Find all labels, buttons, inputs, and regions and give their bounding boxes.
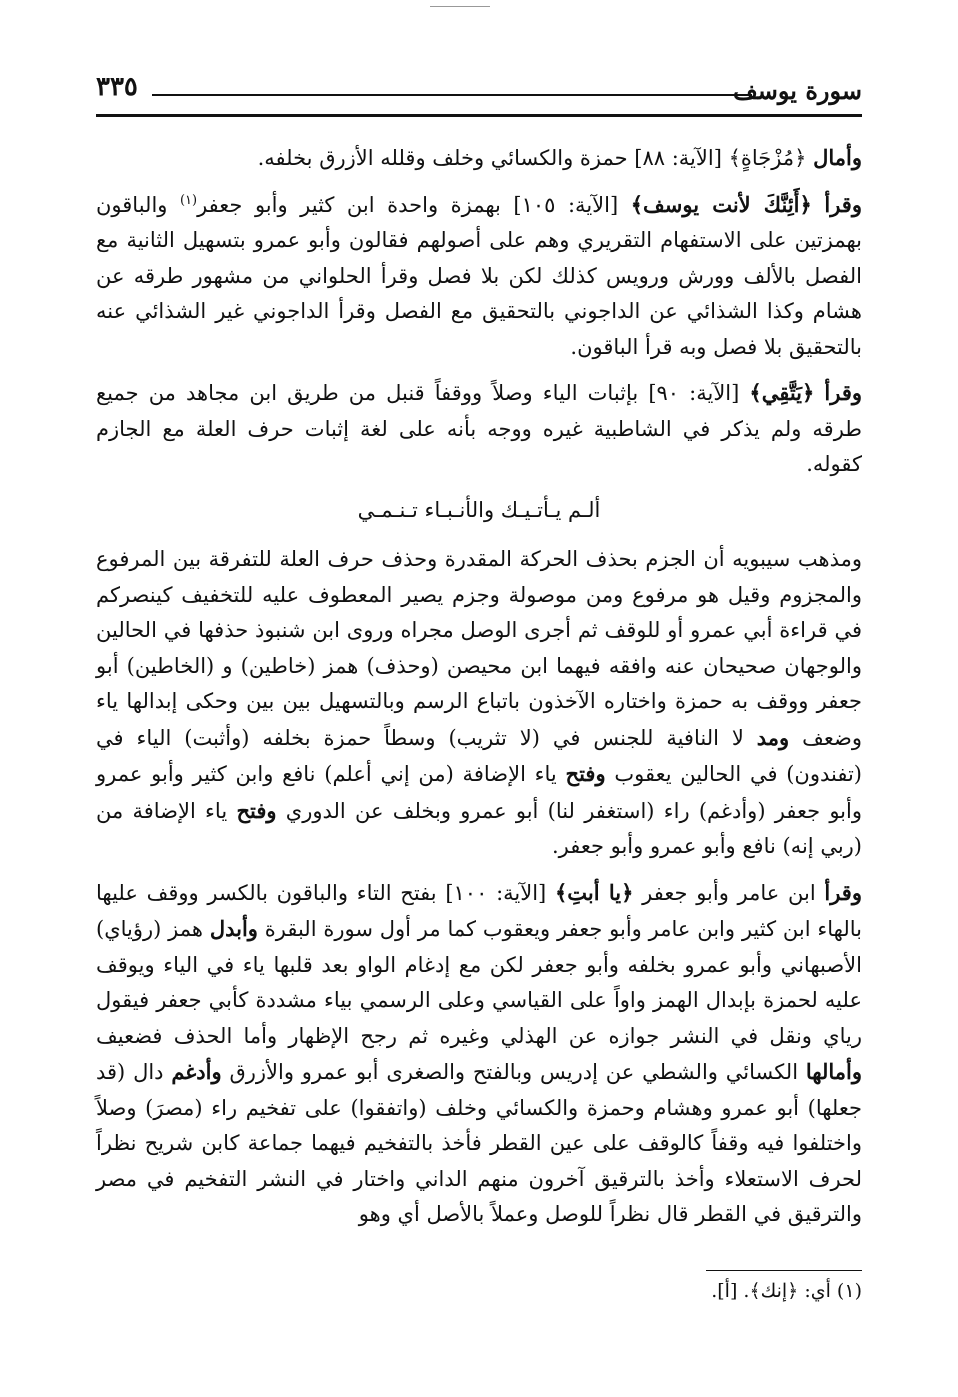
paragraph-text: [الآية: ١٠٠] بفتح التاء والباقون بالكسر ووقف عليها بالهاء ابن كثير وابن عامر وأبو جعفر ويعقوب كما مر أول سورة البقرة: [96, 880, 862, 941]
keyword: وقرأ: [824, 191, 862, 217]
paragraph-4: [96, 542, 862, 865]
keyword: وفتح: [236, 797, 277, 823]
page-header: [96, 66, 862, 114]
footnote-divider: [706, 1270, 862, 1271]
quran-quote: ﴿أَئِنَّكَ لأنت يوسف﴾: [630, 191, 812, 217]
top-edge-mark: [430, 6, 490, 7]
keyword: وأمال: [813, 145, 862, 170]
paragraph-text: ومذهب سيبويه أن الجزم بحذف الحركة المقدرة وحذف حرف العلة للتفرقة بين المرفوع والمجزوم وقيل هو مرفوع ومن موصولة وجزم يصير المعطوف عليه للتخفيف كينصركم في قراءة أبي عمرو أو للوقف ثم أجرى الوصل مجراه وروى ابن شنبوذ حذفها في الحالين والوجهان صحيحان عنه وافقه فيهما ابن محيصن (وحذف) همز (خاطين) و (الخاطين) أبو جعفر ووقف به حمزة واختاره الآخذون باتباع الرسم وبالتسهيل بين بين وحكى إبدالها ياء وضعف: [96, 547, 862, 750]
poetry-verse: ألـم يـأتـيـك والأنـبـاء تـنـمـي: [357, 497, 601, 522]
keyword: وقرأ: [824, 879, 862, 905]
quran-quote: ﴿يَتَّقِي﴾: [749, 380, 815, 405]
quran-quote: ﴿يا أبتِ﴾: [554, 879, 634, 905]
keyword: ومد: [756, 724, 790, 750]
footnote: (١) أي: ﴿إنك﴾. [أ].: [711, 1280, 862, 1302]
keyword: وفتح: [565, 761, 606, 786]
paragraph-text: ابن عامر وأبو جعفر: [642, 880, 816, 905]
paragraph-text: ياء الإضافة (من إني أعلم) نافع وابن كثير وأبو عمرو وأبو جعفر (وأدغم) راء (استغفر لنا) أبو عمرو وبخلف عن الدوري: [96, 762, 862, 823]
paragraph-text: ﴿مُزْجَاةٍ﴾ [الآية: ٨٨] حمزة والكسائي وخلف وقلله الأزرق بخلفه.: [257, 146, 807, 170]
surah-title: سورة يوسف: [732, 76, 862, 105]
keyword: وأدغم: [171, 1059, 222, 1084]
paragraph-text: والباقون بهمزتين على الاستفهام التقريري وهم على أصولهم فقالون وأبو عمرو بتسهيل الثانية مع الفصل بالألف وورش ورويس كذلك لكن بلا فصل وقرأ الحلواني من مشهور طرقه عن هشام وكذا الشذائي عن الداجوني بالتحقيق مع الفصل وقرأ الداجوني غير الشذائي عنه بالتحقيق بلا فصل وبه قرأ الباقون.: [96, 192, 862, 359]
paragraph-text: ياء الإضافة من (ربي إنه) نافع وأبو عمرو وأبو جعفر.: [96, 798, 862, 858]
keyword: وقرأ: [824, 380, 863, 405]
paragraph-5: [96, 875, 862, 1233]
paragraph-3: [96, 375, 862, 483]
main-text: [96, 140, 862, 1243]
keyword: وأمالها: [805, 1059, 862, 1084]
paragraph-text: الكسائي والشطي عن إدريس وبالفتح والصغرى أبو عمرو والأزرق: [229, 1060, 799, 1084]
paragraph-text: [الآية: ١٠٥] بهمزة واحدة ابن كثير وأبو جعفر: [197, 192, 619, 217]
paragraph-2: [96, 187, 862, 366]
keyword: وأبدل: [209, 916, 258, 941]
page-number: ٣٣٥: [96, 72, 138, 102]
header-rule: [152, 94, 752, 96]
paragraph-text: همز (رؤياي) الأصبهاني وأبو عمرو بخلفه وأبو جعفر لكن مع إدغام الواو بعد قلبها ياء في الياء ويوقف عليه لحمزة بإبدال الهمز واواً على القياسي وعلى الرسمي بياء مشددة كأبي جعفر فيقول رياي ونقل في النشر جوازه عن الهذلي وغيره ثم رجح الإظهار وأما الحذف فضعيف: [96, 917, 862, 1048]
paragraph-text: لا النافية للجنس في (لا تثريب) وسطاً حمزة بخلفه (وأثبت) الياء في (تفندون) في الحالين يعقوب: [96, 725, 862, 786]
paragraph-text: دال (قد جعلها) أبو عمرو وهشام وحمزة والكسائي وخلف (واتفقوا) على تفخيم راء (مصرَ) وصلاً واختلفوا فيه وقفاً كالوقف على عين القطر فأخذ بالتفخيم فيهما جماعة كابن شريح نظراً لحرف الاستعلاء وأخذ بالترقيق آخرون منهم الداني واختار في النشر التفخيم في مصر والترقيق في القطر قال نظراً للوصل وعملاً بالأصل أي وهو: [96, 1060, 862, 1226]
footnote-marker[interactable]: (١): [179, 192, 198, 208]
header-divider: [96, 114, 862, 117]
paragraph-1: [96, 140, 862, 177]
paragraph-text: [الآية: ٩٠] بإثبات الياء وصلاً ووقفاً قنبل من طريق ابن مجاهد من جميع طرقه ولم يذكر في الشاطبية غيره ووجه بأنه على لغة إثبات حرف العلة مع الجازم كقوله.: [96, 381, 862, 476]
